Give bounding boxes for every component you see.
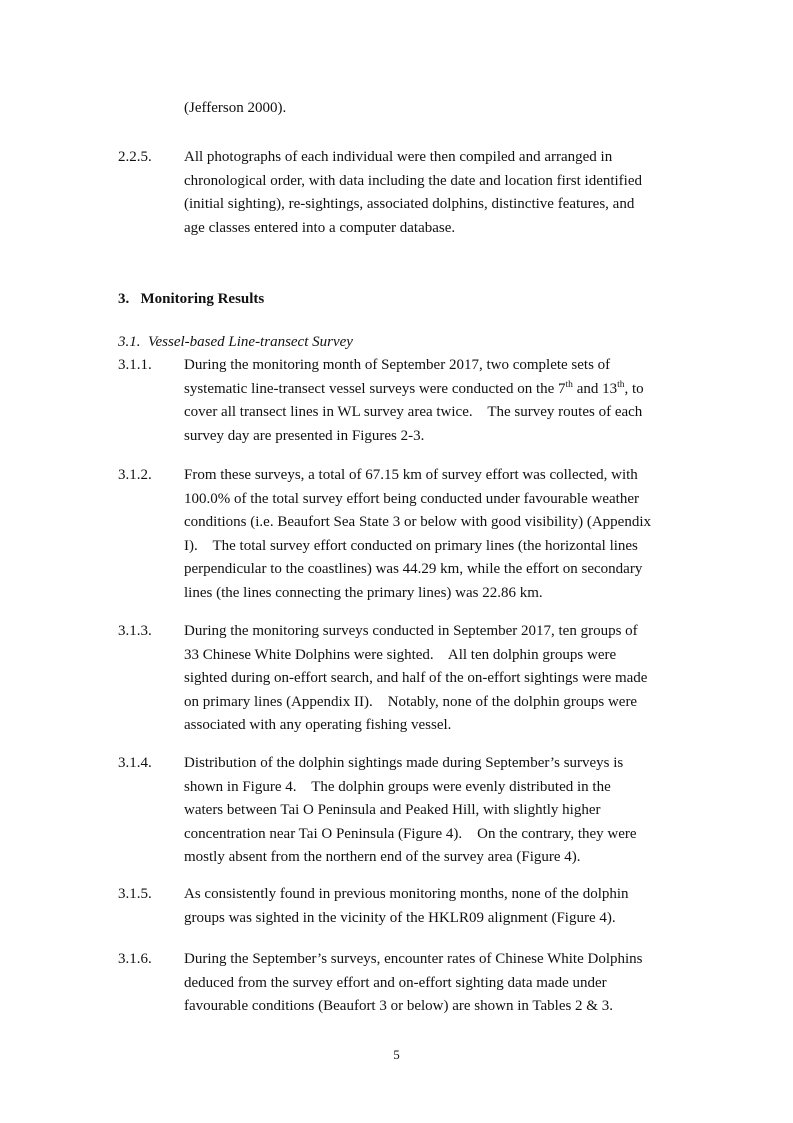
paragraph-3-1-2 <box>184 464 684 605</box>
paragraph-line: concentration near Tai O Peninsula (Figure 4). On the contrary, they were <box>184 825 637 842</box>
paragraph-line: From these surveys, a total of 67.15 km of survey effort was collected, with <box>184 467 638 483</box>
paragraph-line: (initial sighting), re-sightings, associated dolphins, distinctive features, and <box>184 196 635 212</box>
paragraph-line: age classes entered into a computer database. <box>184 219 456 236</box>
paragraph-line: deduced from the survey effort and on-effort sighting data made under <box>184 974 607 991</box>
paragraph-line: on primary lines (Appendix II). Notably, none of the dolphin groups were <box>184 693 638 710</box>
paragraph-2-2-5 <box>184 146 684 240</box>
paragraph-line: associated with any operating fishing vessel. <box>184 717 452 733</box>
paragraph-number-3-1-5: 3.1.5. <box>118 886 152 902</box>
section-heading-monitoring-results: 3. Monitoring Results <box>118 291 265 307</box>
paragraph-line: favourable conditions (Beaufort 3 or below) are shown in Tables 2 & 3. <box>184 998 613 1014</box>
paragraph-number-3-1-4: 3.1.4. <box>118 755 152 771</box>
paragraph-line: mostly absent from the northern end of the survey area (Figure 4). <box>184 849 581 865</box>
paragraph-number-2-2-5: 2.2.5. <box>118 149 152 165</box>
paragraph-number-3-1-6: 3.1.6. <box>118 951 152 967</box>
paragraph-line: I). The total survey effort conducted on primary lines (the horizontal lines <box>184 537 638 554</box>
continuation-text: (Jefferson 2000). <box>184 100 287 116</box>
paragraph-line: During the September’s surveys, encounter rates of Chinese White Dolphins <box>184 951 643 967</box>
paragraph-line: cover all transect lines in WL survey area twice. The survey routes of each <box>184 404 643 420</box>
paragraph-3-1-5 <box>184 883 684 930</box>
page-number: 5 <box>393 1047 400 1062</box>
paragraph-line: perpendicular to the coastlines) was 44.29 km, while the effort on secondary <box>184 561 643 577</box>
paragraph-line: chronological order, with data including the date and location first identified <box>184 172 643 189</box>
paragraph-line: During the monitoring surveys conducted in September 2017, ten groups of <box>184 623 638 639</box>
paragraph-line: 33 Chinese White Dolphins were sighted. All ten dolphin groups were <box>184 646 617 663</box>
paragraph-line: conditions (i.e. Beaufort Sea State 3 or below with good visibility) (Appendix <box>184 514 652 530</box>
paragraph-3-1-3 <box>184 620 684 738</box>
paragraph-number-3-1-3: 3.1.3. <box>118 623 152 639</box>
paragraph-3-1-4 <box>184 752 684 870</box>
paragraph-3-1-1 <box>184 354 684 448</box>
paragraph-line: sighted during on-effort search, and half of the on-effort sightings were made <box>184 670 648 686</box>
paragraph-line: lines (the lines connecting the primary lines) was 22.86 km. <box>184 584 543 601</box>
paragraph-line: As consistently found in previous monitoring months, none of the dolphin <box>184 886 629 902</box>
paragraph-line: systematic line-transect vessel surveys were conducted on the 7th and 13th, to <box>184 379 644 397</box>
paragraph-line: 100.0% of the total survey effort being conducted under favourable weather <box>184 490 639 507</box>
subsection-heading-vessel-survey: 3.1. Vessel-based Line-transect Survey <box>118 334 353 350</box>
paragraph-line: waters between Tai O Peninsula and Peaked Hill, with slightly higher <box>184 802 601 818</box>
paragraph-line: shown in Figure 4. The dolphin groups were evenly distributed in the <box>184 778 611 795</box>
paragraph-line: groups was sighted in the vicinity of the HKLR09 alignment (Figure 4). <box>184 909 616 926</box>
paragraph-3-1-6 <box>184 948 684 1019</box>
paragraph-line: Distribution of the dolphin sightings made during September’s surveys is <box>184 755 624 771</box>
paragraph-line: All photographs of each individual were then compiled and arranged in <box>184 149 613 165</box>
paragraph-line: survey day are presented in Figures 2-3. <box>184 427 425 444</box>
paragraph-number-3-1-2: 3.1.2. <box>118 467 152 483</box>
paragraph-line: During the monitoring month of September 2017, two complete sets of <box>184 357 611 373</box>
paragraph-number-3-1-1: 3.1.1. <box>118 357 152 373</box>
